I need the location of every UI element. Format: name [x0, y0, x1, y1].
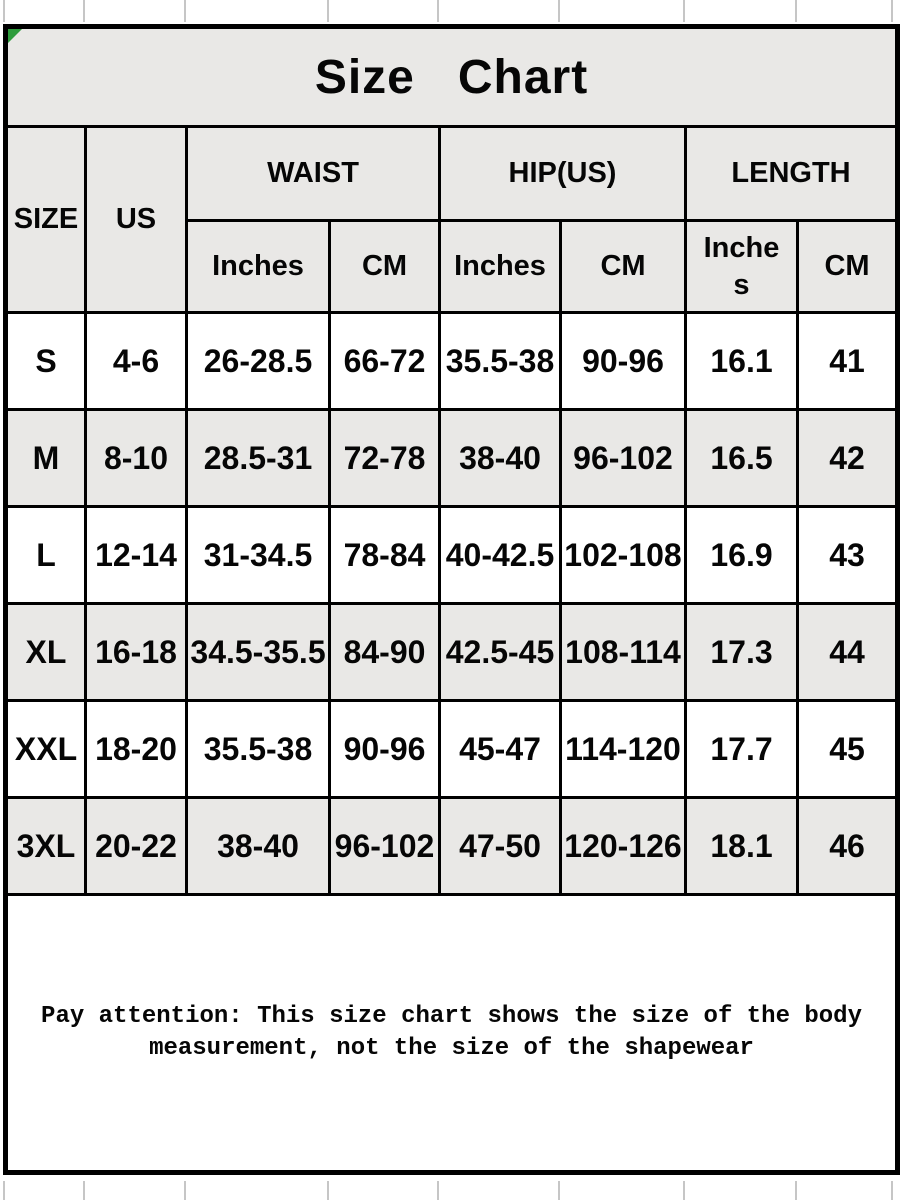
table-cell: 96-102: [330, 798, 440, 895]
waist-inches-header: Inches: [187, 221, 330, 313]
header-hip-group-cell: HIP(US): [440, 127, 686, 221]
gridline-tick: [558, 1181, 560, 1200]
table-cell: 41: [798, 313, 898, 410]
table-cell: 114-120: [561, 701, 686, 798]
title-row: [6, 27, 898, 127]
table-cell: 43: [798, 507, 898, 604]
size-cell: M: [6, 410, 86, 507]
table-cell: 47-50: [440, 798, 561, 895]
table-cell: 28.5-31: [187, 410, 330, 507]
table-row: [6, 701, 898, 798]
table-cell: 90-96: [561, 313, 686, 410]
table-cell: 35.5-38: [187, 701, 330, 798]
table-cell: 42: [798, 410, 898, 507]
waist-cm-header: CM: [330, 221, 440, 313]
table-row: [6, 507, 898, 604]
gridline-tick: [327, 0, 329, 22]
table-row: [6, 313, 898, 410]
title-cell: [6, 27, 898, 127]
gridline-tick: [83, 1181, 85, 1200]
table-cell: 8-10: [86, 410, 187, 507]
table-cell: 16.1: [686, 313, 798, 410]
table-cell: 17.3: [686, 604, 798, 701]
gridline-tick: [3, 1181, 5, 1200]
gridline-tick: [795, 1181, 797, 1200]
green-corner-indicator-icon: [8, 29, 22, 43]
table-cell: 18.1: [686, 798, 798, 895]
size-chart-table: [3, 24, 900, 1175]
header-us-cell: US: [86, 127, 187, 313]
gridline-tick: [3, 0, 5, 22]
gridline-tick: [683, 0, 685, 22]
table-cell: 31-34.5: [187, 507, 330, 604]
table-cell: 72-78: [330, 410, 440, 507]
table-cell: 102-108: [561, 507, 686, 604]
gridline-tick: [558, 0, 560, 22]
table-cell: 90-96: [330, 701, 440, 798]
table-cell: 17.7: [686, 701, 798, 798]
gridline-tick: [327, 1181, 329, 1200]
gridline-tick: [437, 0, 439, 22]
size-cell: L: [6, 507, 86, 604]
note-cell: [6, 895, 898, 1173]
table-cell: 38-40: [187, 798, 330, 895]
gridline-tick: [83, 0, 85, 22]
table-cell: 18-20: [86, 701, 187, 798]
table-cell: 16.9: [686, 507, 798, 604]
header-length-group-cell: LENGTH: [686, 127, 898, 221]
table-cell: 84-90: [330, 604, 440, 701]
table-cell: 120-126: [561, 798, 686, 895]
gridline-tick: [184, 1181, 186, 1200]
table-cell: 66-72: [330, 313, 440, 410]
table-row: [6, 410, 898, 507]
length-inches-header-label: Inches: [703, 232, 780, 301]
table-cell: 35.5-38: [440, 313, 561, 410]
gridline-tick: [795, 0, 797, 22]
gridline-tick: [437, 1181, 439, 1200]
gridline-tick: [891, 0, 893, 22]
note-row: [6, 895, 898, 1173]
hip-inches-header: Inches: [440, 221, 561, 313]
table-cell: 44: [798, 604, 898, 701]
length-cm-header: CM: [798, 221, 898, 313]
gridline-tick: [184, 0, 186, 22]
size-cell: XXL: [6, 701, 86, 798]
header-row-groups: [6, 127, 898, 221]
table-cell: 38-40: [440, 410, 561, 507]
size-cell: S: [6, 313, 86, 410]
title-inner: [8, 29, 895, 125]
gridline-tick: [891, 1181, 893, 1200]
table-cell: 45-47: [440, 701, 561, 798]
note-text: Pay attention: This size chart shows the size of the body measurement, not the size of the shapewear: [41, 1003, 862, 1062]
chart-title: Size Chart: [314, 50, 589, 104]
table-cell: 78-84: [330, 507, 440, 604]
header-size-cell: SIZE: [6, 127, 86, 313]
table-cell: 46: [798, 798, 898, 895]
table-cell: 12-14: [86, 507, 187, 604]
table-cell: 20-22: [86, 798, 187, 895]
table-cell: 4-6: [86, 313, 187, 410]
table-cell: 96-102: [561, 410, 686, 507]
table-cell: 45: [798, 701, 898, 798]
table-cell: 16.5: [686, 410, 798, 507]
size-cell: 3XL: [6, 798, 86, 895]
table-cell: 42.5-45: [440, 604, 561, 701]
table-cell: 26-28.5: [187, 313, 330, 410]
gridline-tick: [683, 1181, 685, 1200]
table-cell: 34.5-35.5: [187, 604, 330, 701]
table-row: [6, 604, 898, 701]
table-cell: 40-42.5: [440, 507, 561, 604]
table-row: [6, 798, 898, 895]
hip-cm-header: CM: [561, 221, 686, 313]
table-cell: 16-18: [86, 604, 187, 701]
table-cell: 108-114: [561, 604, 686, 701]
length-inches-header: [686, 221, 798, 313]
header-waist-group-cell: WAIST: [187, 127, 440, 221]
size-cell: XL: [6, 604, 86, 701]
